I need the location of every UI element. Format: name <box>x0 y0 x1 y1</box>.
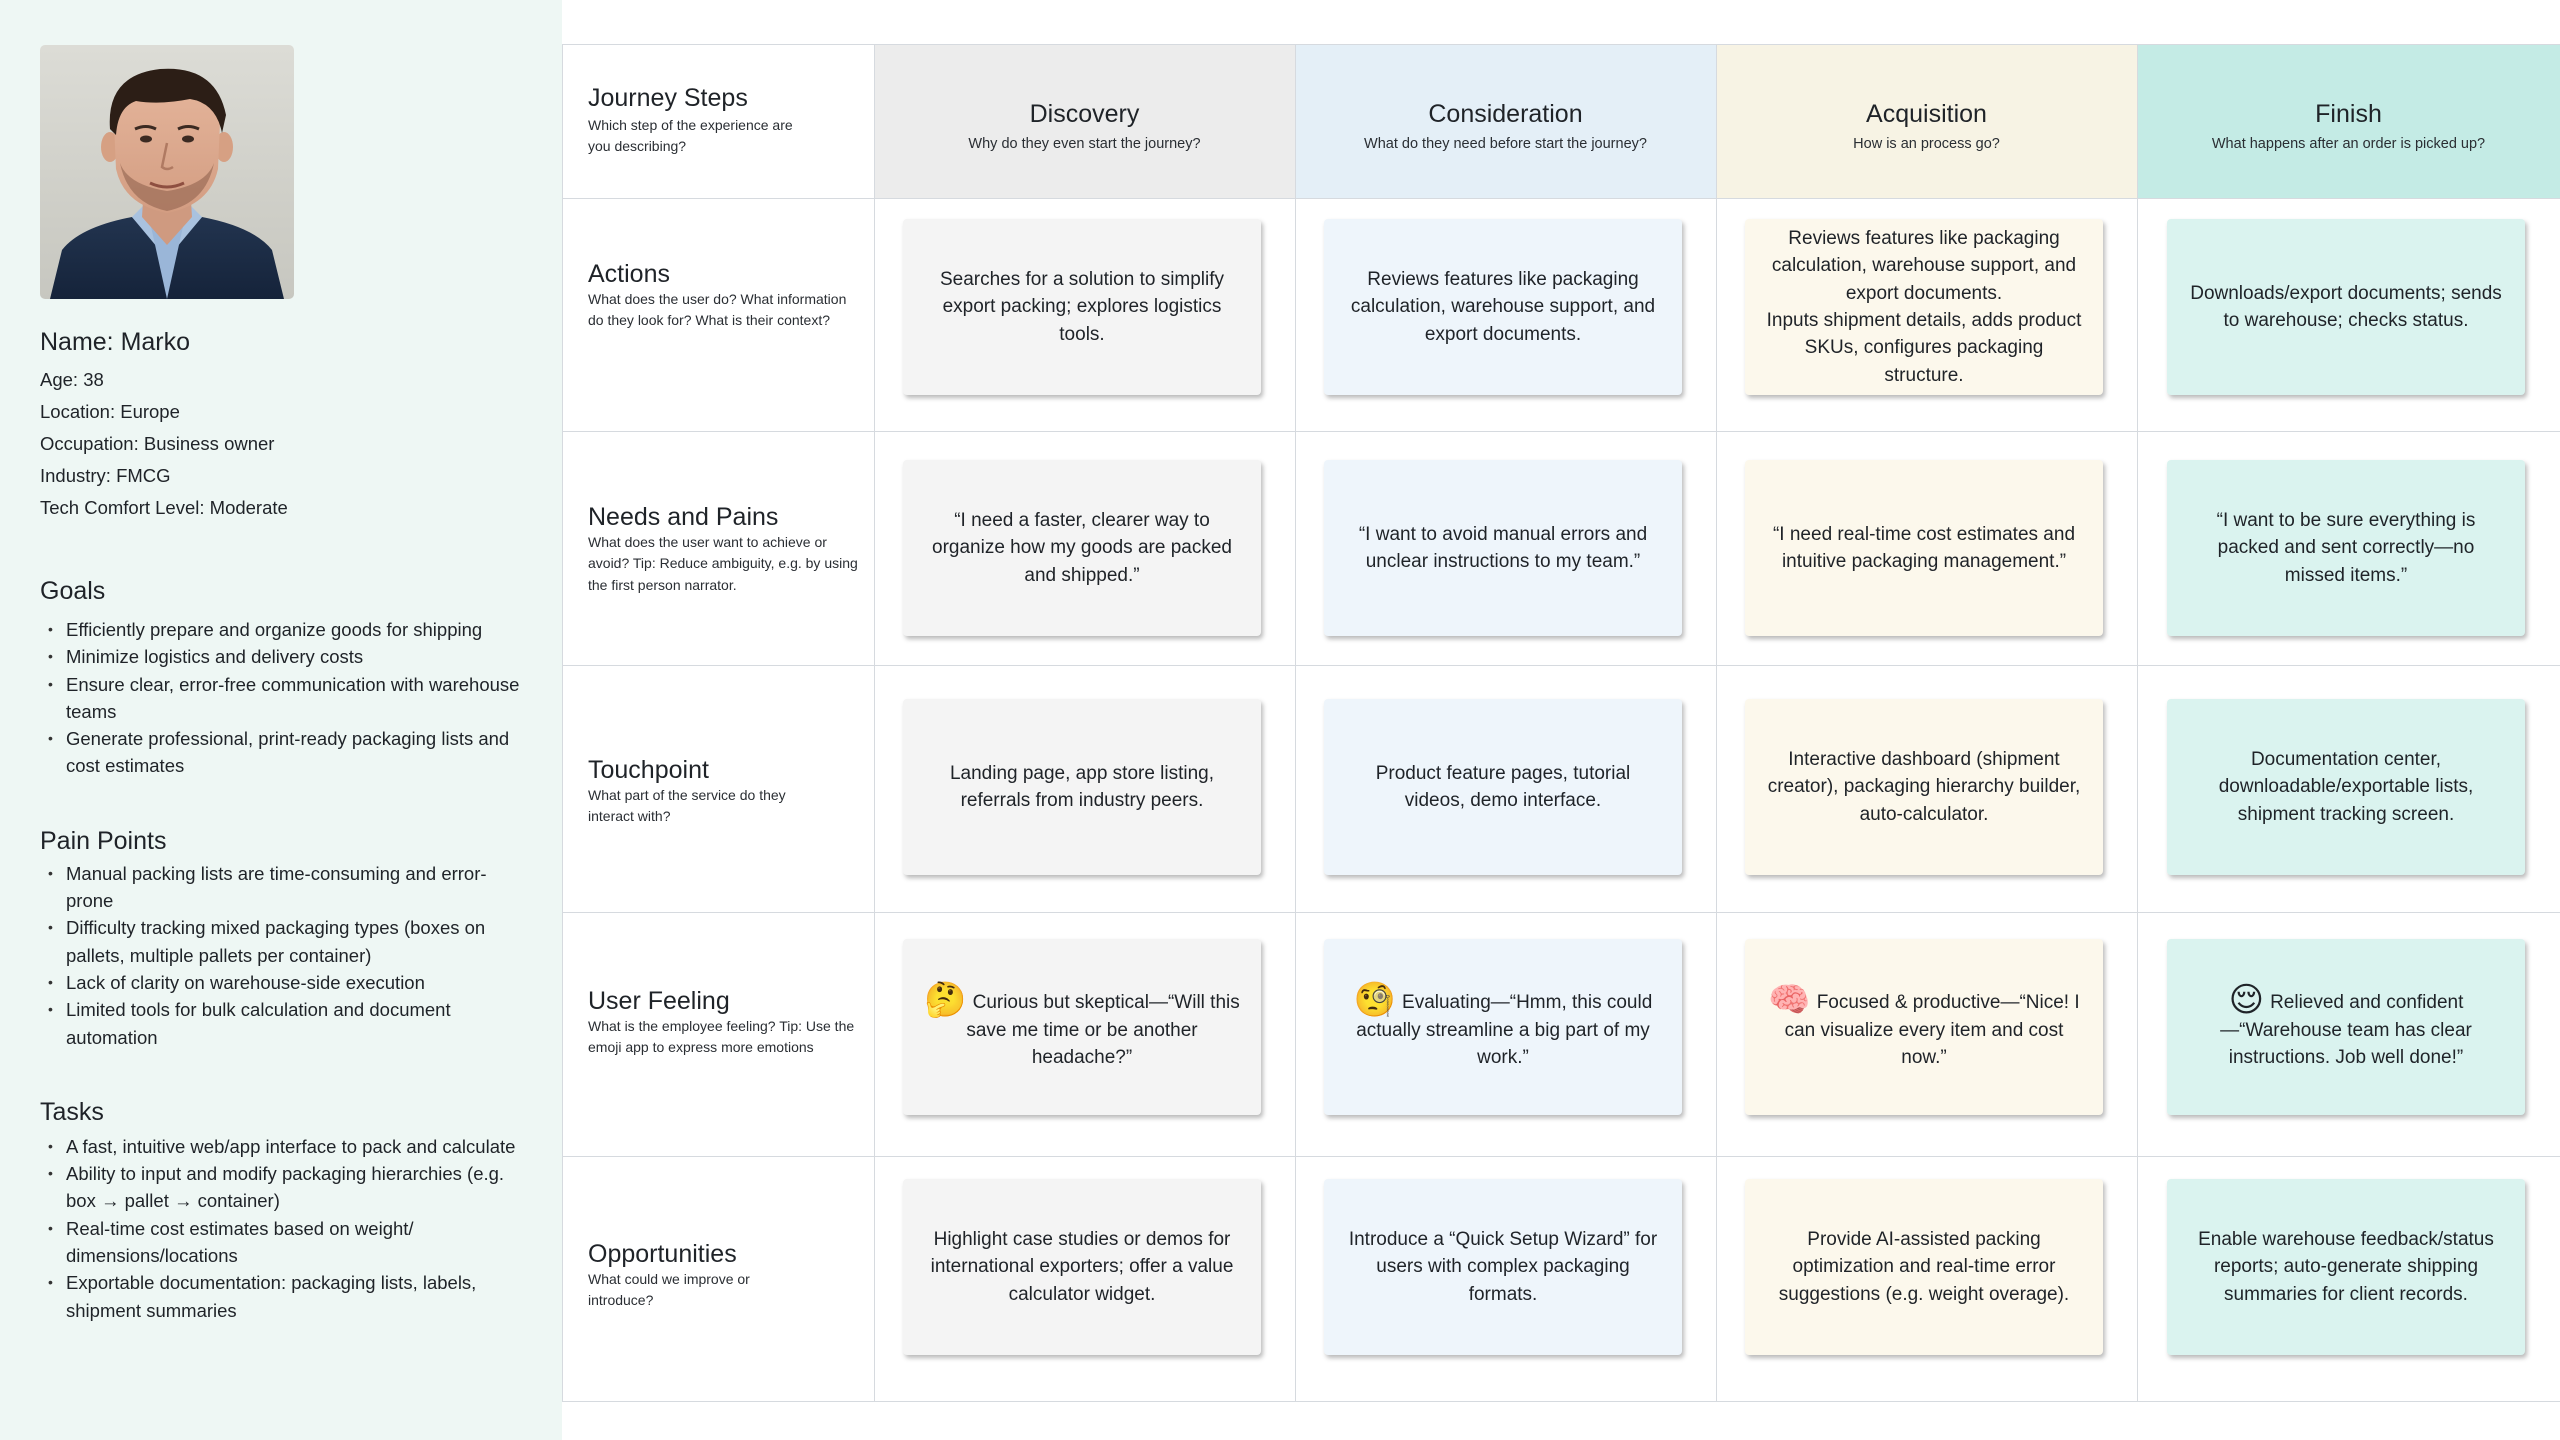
journey-card <box>903 939 1261 1115</box>
relieved-face-icon: 😌 <box>2228 980 2265 1019</box>
journey-card <box>903 699 1261 875</box>
stage-subtitle: Why do they even start the journey? <box>968 136 1201 152</box>
persona-photo <box>40 45 294 299</box>
card-text: Reviews features like packaging calculation, warehouse support, and export documents. <box>1350 269 1656 345</box>
row-title: Opportunities <box>588 1240 737 1268</box>
grid-line <box>1295 44 1296 1402</box>
journey-card <box>903 219 1261 395</box>
row-title: User Feeling <box>588 987 730 1015</box>
persona-panel <box>0 0 562 1440</box>
stage-header-acquisition <box>1716 44 2137 198</box>
card-text: Relieved and confident —“Warehouse team has clear instructions. Job well done!” <box>2220 991 2472 1068</box>
card-text: Enable warehouse feedback/status reports; auto-generate shipping summaries for client records. <box>2198 1229 2494 1305</box>
card-text: Product feature pages, tutorial videos, demo interface. <box>1375 762 1631 811</box>
card-text: Searches for a solution to simplify export packing; explores logistics tools. <box>939 269 1225 345</box>
stage-title: Acquisition <box>1866 100 1987 128</box>
stage-title: Discovery <box>1029 100 1140 128</box>
persona-industry: Industry: FMCG <box>40 465 171 486</box>
journey-card <box>2167 460 2525 636</box>
stage-header-consideration <box>1295 44 1716 198</box>
card-text: Documentation center, downloadable/exportable lists, shipment tracking screen. <box>2218 749 2474 825</box>
journey-card <box>2167 699 2525 875</box>
row-title: Journey Steps <box>588 84 748 112</box>
stage-header-finish <box>2137 44 2560 198</box>
task-item: • A fast, intuitive web/app interface to pack and calculate <box>40 1133 530 1160</box>
grid-line <box>562 1156 2560 1157</box>
card-text: “I need real-time cost estimates and intuitive packaging management.” <box>1772 523 2076 572</box>
goals-list <box>40 616 530 780</box>
grid-line <box>2137 44 2138 1402</box>
stage-title: Consideration <box>1428 100 1583 128</box>
card-content <box>1344 980 1662 1072</box>
journey-card <box>903 1179 1261 1355</box>
grid-line <box>562 44 2560 45</box>
row-subtitle: What is the employee feeling? Tip: Use the emoji app to express more emotions <box>588 1018 855 1056</box>
journey-steps-header <box>588 84 858 158</box>
pain-point-item: • Limited tools for bulk calculation and document automation <box>40 996 530 1051</box>
stage-subtitle: What happens after an order is picked up? <box>2211 136 2486 152</box>
tasks-list <box>40 1133 530 1324</box>
row-label-actions <box>588 260 858 332</box>
row-label-touchpoint <box>588 756 858 828</box>
row-title: Needs and Pains <box>588 503 779 531</box>
grid-line <box>562 1401 2560 1402</box>
grid-line <box>562 431 2560 432</box>
monocle-face-icon: 🧐 <box>1353 980 1397 1019</box>
goals-heading: Goals <box>40 577 106 605</box>
row-subtitle: What could we improve or introduce? <box>588 1271 750 1309</box>
row-subtitle: Which step of the experience are you describing? <box>588 117 793 155</box>
card-text: Reviews features like packaging calculation, warehouse support, and export documents. Inputs shipment details, adds product SKUs, configures packaging structure. <box>1766 228 2082 386</box>
card-text: Provide AI-assisted packing optimization and real-time error suggestions (e.g. weight overage). <box>1778 1229 2070 1305</box>
card-text: Introduce a “Quick Setup Wizard” for users with complex packaging formats. <box>1348 1229 1658 1305</box>
journey-card <box>1324 699 1682 875</box>
row-subtitle: What does the user do? What information do they look for? What is their context? <box>588 291 847 329</box>
persona-tech-comfort: Tech Comfort Level: Moderate <box>40 497 288 518</box>
row-subtitle: What part of the service do they interact with? <box>588 787 786 825</box>
journey-card <box>2167 1179 2525 1355</box>
journey-card <box>1745 1179 2103 1355</box>
row-label-needs-and-pains <box>588 503 858 596</box>
persona-age: Age: 38 <box>40 369 104 390</box>
card-content <box>1765 980 2083 1072</box>
thinking-face-icon: 🤔 <box>924 980 967 1019</box>
row-label-opportunities <box>588 1240 858 1312</box>
stage-title: Finish <box>2315 100 2382 128</box>
grid-line <box>562 198 2560 199</box>
journey-card <box>1745 219 2103 395</box>
stage-subtitle: How is an process go? <box>1853 136 2000 152</box>
persona-name: Name: Marko <box>40 328 191 356</box>
pain-point-item: • Lack of clarity on warehouse-side execution <box>40 969 530 996</box>
task-item: • Exportable documentation: packaging lists, labels, shipment summaries <box>40 1269 530 1324</box>
grid-line <box>562 665 2560 666</box>
journey-card <box>1324 1179 1682 1355</box>
journey-card <box>903 460 1261 636</box>
journey-card <box>1324 219 1682 395</box>
journey-card <box>1745 460 2103 636</box>
journey-card <box>2167 939 2525 1115</box>
card-text: “I need a faster, clearer way to organize how my goods are packed and shipped.” <box>932 510 1232 586</box>
row-title: Touchpoint <box>588 756 709 784</box>
goal-item: • Ensure clear, error-free communication with warehouse teams <box>40 671 530 726</box>
card-text: Curious but skeptical—“Will this save me time or be another headache?” <box>966 991 1240 1068</box>
grid-line <box>562 44 563 1402</box>
card-content <box>2187 980 2505 1072</box>
journey-card <box>1745 699 2103 875</box>
row-title: Actions <box>588 260 670 288</box>
card-text: Downloads/export documents; sends to warehouse; checks status. <box>2190 282 2502 331</box>
card-text: Interactive dashboard (shipment creator), packaging hierarchy builder, auto-calculator. <box>1767 749 2081 825</box>
card-text: “I want to be sure everything is packed and sent correctly—no missed items.” <box>2216 510 2476 586</box>
persona-location: Location: Europe <box>40 401 180 422</box>
grid-line <box>874 44 875 1402</box>
grid-line <box>562 912 2560 913</box>
card-text: Evaluating—“Hmm, this could actually streamline a big part of my work.” <box>1356 991 1653 1068</box>
pain-points-heading: Pain Points <box>40 826 167 855</box>
pain-point-item: • Manual packing lists are time-consuming and error-prone <box>40 860 530 915</box>
brain-icon: 🧠 <box>1768 980 1811 1019</box>
card-text: Highlight case studies or demos for international exporters; offer a value calculator widget. <box>930 1229 1234 1305</box>
stage-header-discovery <box>874 44 1295 198</box>
row-subtitle: What does the user want to achieve or avoid? Tip: Reduce ambiguity, e.g. by using the first person narrator. <box>588 534 858 593</box>
stage-subtitle: What do they need before start the journey? <box>1364 136 1647 152</box>
pain-point-item: • Difficulty tracking mixed packaging types (boxes on pallets, multiple pallets per container) <box>40 914 530 969</box>
persona-portrait-illustration <box>40 45 294 299</box>
task-item: • Ability to input and modify packaging hierarchies (e.g. box → pallet → container) <box>40 1160 530 1215</box>
journey-card <box>2167 219 2525 395</box>
pain-points-list <box>40 860 530 1051</box>
goal-item: • Generate professional, print-ready packaging lists and cost estimates <box>40 725 530 780</box>
persona-occupation: Occupation: Business owner <box>40 433 275 454</box>
goal-item: • Efficiently prepare and organize goods for shipping <box>40 616 530 643</box>
card-text: Focused & productive—“Nice! I can visualize every item and cost now.” <box>1784 991 2080 1068</box>
card-text: Landing page, app store listing, referrals from industry peers. <box>949 762 1215 811</box>
card-text: “I want to avoid manual errors and unclear instructions to my team.” <box>1358 523 1648 572</box>
journey-card <box>1745 939 2103 1115</box>
task-item: • Real-time cost estimates based on weight/ dimensions/locations <box>40 1215 530 1270</box>
journey-card <box>1324 460 1682 636</box>
goal-item: • Minimize logistics and delivery costs <box>40 643 530 670</box>
journey-card <box>1324 939 1682 1115</box>
card-content <box>923 980 1241 1072</box>
journey-map-grid <box>562 44 2560 1402</box>
grid-line <box>1716 44 1717 1402</box>
row-label-user-feeling <box>588 987 858 1059</box>
tasks-heading: Tasks <box>40 1097 104 1126</box>
